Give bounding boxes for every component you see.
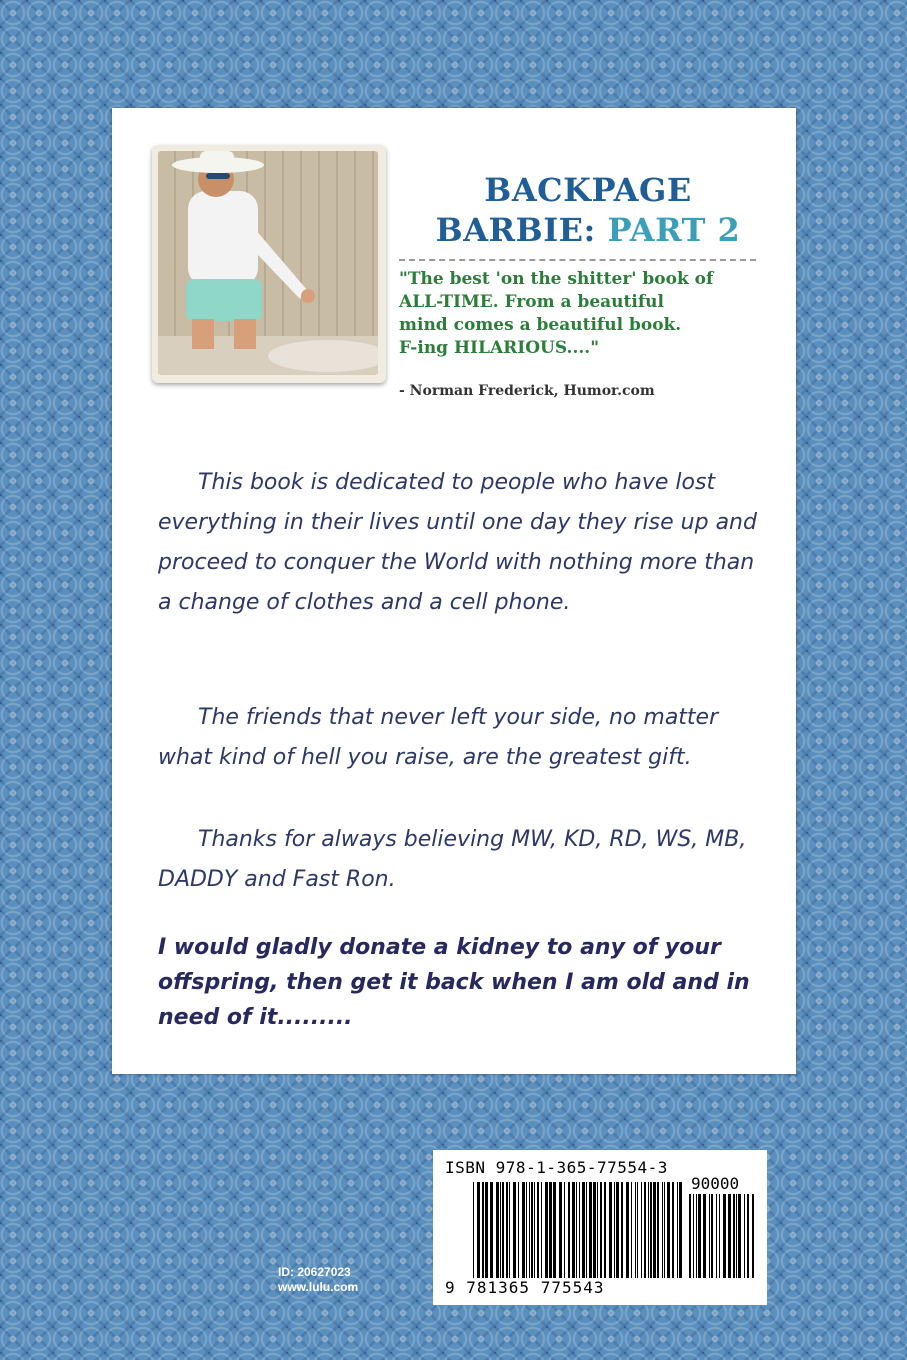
title-part-a: BARBIE: [435, 211, 608, 249]
barcode-bar [641, 1182, 642, 1278]
barcode-bar [728, 1194, 731, 1278]
barcode-bar [600, 1182, 602, 1278]
barcode-bar [545, 1182, 548, 1278]
ean-barcode-bars [473, 1182, 683, 1278]
author-photo-illustration [158, 151, 378, 375]
barcode-bar [672, 1182, 674, 1278]
author-photo [152, 145, 386, 383]
barcode-bar [477, 1182, 480, 1278]
barcode-bar [509, 1182, 510, 1278]
barcode-bar [597, 1182, 598, 1278]
dashed-divider [399, 259, 756, 261]
barcode-bar [490, 1182, 493, 1278]
closing-statement: I would gladly donate a kidney to any of your offspring, then get it back when I am old and in need of it......... [158, 935, 750, 1030]
barcode-bar [657, 1182, 659, 1278]
barcode-bar [500, 1182, 501, 1278]
barcode-bar [621, 1182, 623, 1278]
barcode-bar [626, 1182, 629, 1278]
barcode-bar [518, 1182, 519, 1278]
dedication-paragraph-2 [158, 698, 758, 778]
barcode-bar [559, 1182, 562, 1278]
dedication-paragraph-3 [158, 820, 758, 900]
barcode-bar [637, 1182, 638, 1278]
lulu-id: ID: 20627023 [278, 1265, 351, 1279]
barcode-bar [664, 1182, 665, 1278]
barcode-bar [733, 1194, 735, 1278]
barcode-bar [644, 1182, 646, 1278]
publisher-info [278, 1265, 358, 1295]
barcode-bar [703, 1194, 706, 1278]
isbn-text: ISBN 978-1-365-77554-3 [445, 1158, 668, 1177]
barcode-bar [738, 1194, 741, 1278]
dedication-text-1: This book is dedicated to people who have lost everything in their lives until one day they rise up and proceed to conquer the World with nothing more than a change of clothes and a cell phone. [158, 470, 757, 615]
barcode-bar [744, 1194, 745, 1278]
quote-line-3: mind comes a beautiful book. [399, 315, 682, 335]
barcode-bar [531, 1182, 533, 1278]
barcode-bar [696, 1194, 697, 1278]
barcode-bar [653, 1182, 656, 1278]
barcode-bar [572, 1182, 575, 1278]
quote-line-1: "The best 'on the shitter' book of [399, 269, 714, 289]
barcode-bar [648, 1182, 649, 1278]
barcode-bar [513, 1182, 516, 1278]
barcode-bar [506, 1182, 508, 1278]
barcode-bar [604, 1182, 606, 1278]
barcode-bar [689, 1194, 691, 1278]
barcode-bar [716, 1194, 717, 1278]
barcode-bar [564, 1182, 565, 1278]
barcode-bar [482, 1182, 484, 1278]
barcode-bar [736, 1194, 737, 1278]
barcode-bar [650, 1182, 652, 1278]
title-line-2 [382, 210, 794, 250]
quote-line-4: F-ing HILARIOUS...." [399, 338, 600, 358]
quote-attribution: - Norman Frederick, Humor.com [399, 383, 655, 399]
ean-digits: 9 781365 775543 [445, 1278, 605, 1297]
barcode-bar [693, 1194, 694, 1278]
barcode-bar [579, 1182, 580, 1278]
barcode-bar [679, 1182, 682, 1278]
quote-line-2: ALL-TIME. From a beautiful [399, 292, 664, 312]
price-code: 90000 [691, 1174, 740, 1193]
dedication-paragraph-1 [158, 463, 758, 623]
barcode-bar [662, 1182, 663, 1278]
barcode-bar [677, 1182, 678, 1278]
barcode-bar [616, 1182, 619, 1278]
lulu-site: www.lulu.com [278, 1280, 359, 1294]
barcode-bar [698, 1194, 701, 1278]
barcode-bar [711, 1194, 713, 1278]
barcode-bar [568, 1182, 570, 1278]
barcode-bar [609, 1182, 612, 1278]
dedication-text-3: Thanks for always believing MW, KD, RD, WS, MB, DADDY and Fast Ron. [158, 827, 747, 892]
addon-barcode-bars [689, 1194, 755, 1278]
barcode-bar [586, 1182, 587, 1278]
isbn-barcode [433, 1150, 767, 1305]
barcode-bar [502, 1182, 504, 1278]
barcode-bar [631, 1182, 632, 1278]
barcode-bar [553, 1182, 556, 1278]
barcode-bar [635, 1182, 636, 1278]
barcode-bar [541, 1182, 542, 1278]
barcode-bar [582, 1182, 585, 1278]
review-quote [399, 268, 759, 360]
barcode-bar [747, 1194, 749, 1278]
barcode-bar [667, 1182, 670, 1278]
author-photo-image [158, 151, 378, 375]
barcode-bar [549, 1182, 552, 1278]
barcode-bar [522, 1182, 525, 1278]
title-part-b: PART 2 [607, 211, 741, 249]
barcode-bar [589, 1182, 592, 1278]
back-cover-panel [112, 108, 796, 1074]
title-line-1: BACKPAGE [484, 171, 692, 209]
barcode-bar [485, 1182, 488, 1278]
barcode-bar [534, 1182, 535, 1278]
barcode-bar [526, 1182, 527, 1278]
barcode-bar [723, 1194, 726, 1278]
dedication-text-2: The friends that never left your side, no matter what kind of hell you raise, are the greatest gift. [158, 705, 719, 770]
barcode-bar [576, 1182, 577, 1278]
book-title [382, 170, 794, 250]
barcode-bar [709, 1194, 710, 1278]
barcode-bar [529, 1182, 530, 1278]
barcode-bar [496, 1182, 499, 1278]
barcode-bar [473, 1182, 474, 1278]
barcode-bar [614, 1182, 615, 1278]
barcode-bar [719, 1194, 720, 1278]
barcode-bar [537, 1182, 539, 1278]
barcode-bar [752, 1194, 754, 1278]
barcode-bar [593, 1182, 596, 1278]
